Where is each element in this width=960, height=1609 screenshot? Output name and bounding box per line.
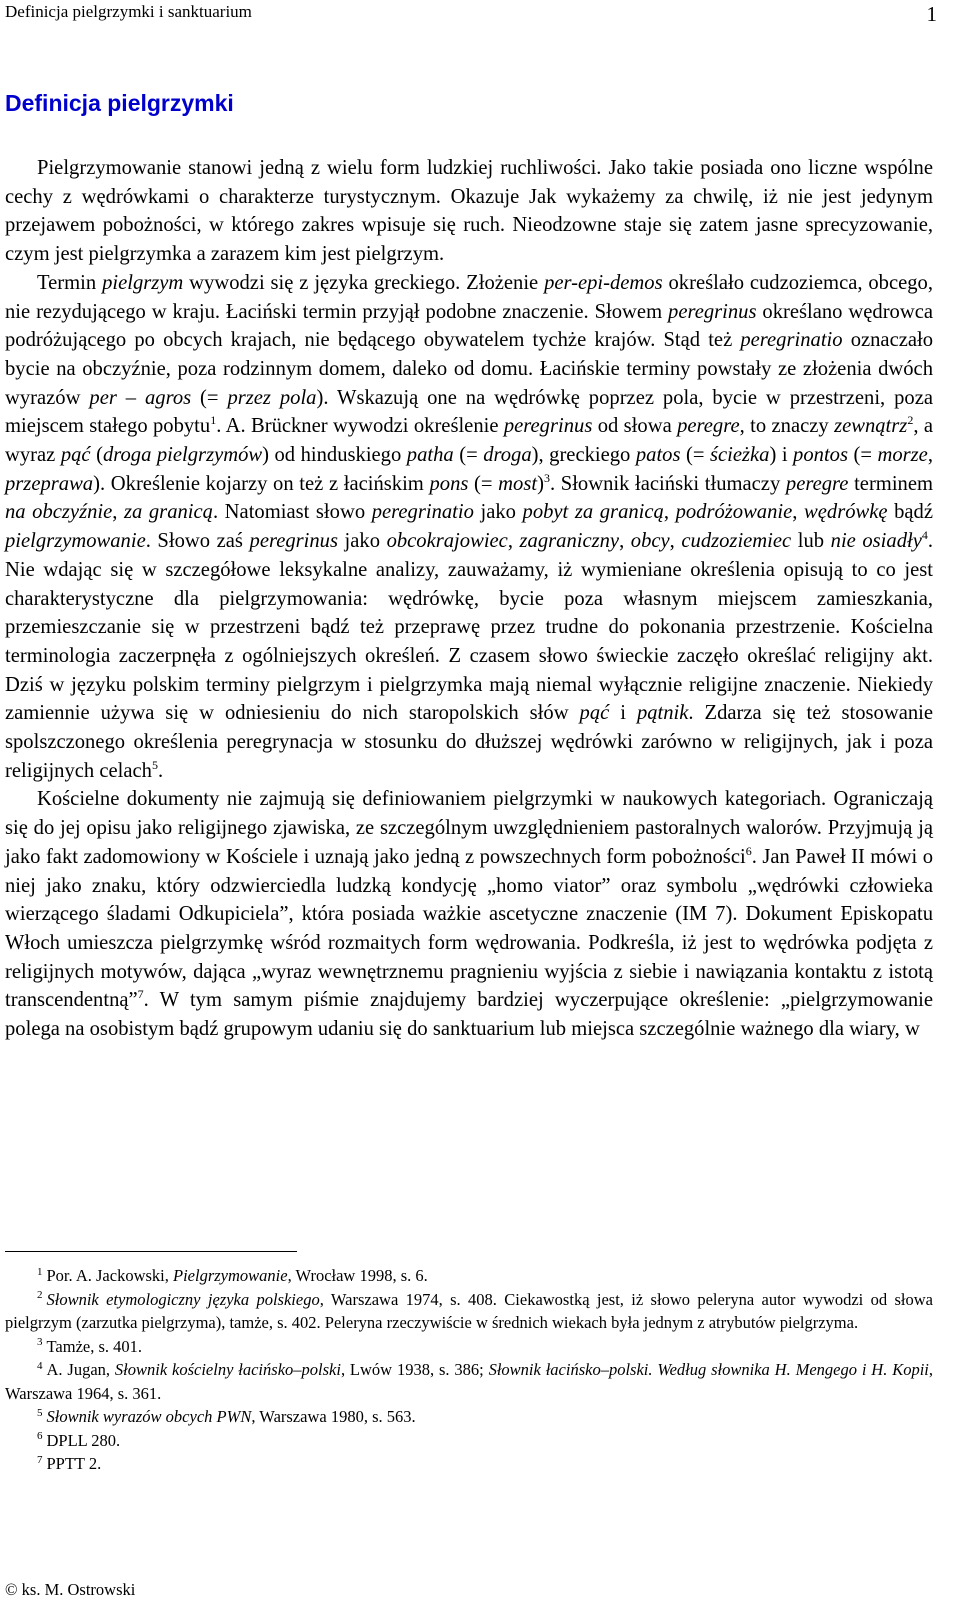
italic-term: pąć [579, 702, 610, 725]
italic-term: na obczyźnie [5, 501, 113, 524]
footnote-ref: 4 [921, 528, 928, 543]
section-heading: Definicja pielgrzymki [5, 90, 234, 116]
footnote-number: 6 [37, 1430, 43, 1442]
text-run: ( [90, 444, 103, 467]
text-run: . Jan Paweł II mówi o niej jako znaku, który odzwierciedla ludzką kondycję „homo viator” oraz symbolu „wędrówki człowieka wierzącego śladami Odkupiciela”, która posiada ważkie ascetyczne znaczenie (IM 7). Dokument Episkopatu Włoch umieszcza pielgrzymkę wśród rozmaitych form wędrowania. Podkreśla, iż jest to wędrówka podjęta z religijnych motywów, dająca „wyraz wewnętrznemu pragnieniu wyjścia z siebie i nawiązania kontaktu z istotą transcendentną” [5, 845, 933, 1012]
paragraph [5, 269, 933, 786]
paragraph [5, 154, 933, 269]
italic-term: peregrinus [668, 300, 757, 323]
footnote [5, 1429, 933, 1453]
italic-term: peregrinatio [371, 501, 474, 524]
footnote [5, 1405, 933, 1429]
text-run: oznaczało bycie na obczyźnie, poza rodzinnym domem, daleko od domu. Łacińskie terminy powstały ze złożenia dwóch wyrazów [5, 329, 934, 409]
italic-term: per-epi-demos [544, 271, 663, 294]
text-run: ) od hinduskiego [262, 444, 407, 467]
italic-term: peregre [677, 415, 740, 438]
text-run: (= [191, 386, 228, 409]
footnote-number: 3 [37, 1336, 43, 1348]
footnote [5, 1452, 933, 1476]
text-run: , [663, 501, 676, 524]
italic-term: Pielgrzymowanie [173, 1266, 288, 1285]
text-run: od słowa [592, 415, 678, 438]
text-run: , [927, 444, 933, 467]
footnote-number: 7 [37, 1453, 43, 1466]
text-run: , a wyraz [5, 415, 933, 467]
text-run: , [669, 530, 682, 553]
footnote-ref: 3 [543, 470, 550, 485]
footnotes [5, 1264, 933, 1476]
text-run: Kościelne dokumenty nie zajmują się definiowaniem pielgrzymki w naukowych kategoriach. Ograniczają się do jej opisu jako religijnego zjawiska, ze szczególnym uwzględnieniem pastoralnych walorów. Przyjmują ją jako fakt zadomowiony w Kościele i uznają jako jedną z powszechnych form pobożności [5, 788, 933, 868]
italic-term: Słownik etymologiczny języka polskiego [46, 1289, 320, 1309]
text-run: DPLL 280. [46, 1430, 121, 1450]
text-run: Tamże, s. 401. [46, 1336, 143, 1356]
text-run: (= [680, 444, 710, 467]
italic-term: pons [429, 472, 469, 495]
footnote [5, 1264, 933, 1288]
text-run: ), greckiego [531, 444, 636, 467]
italic-term: Słownik łacińsko–polski. Według słownika H. Mengego i H. Kopii [488, 1360, 929, 1379]
text-run: Por. A. Jackowski, [46, 1266, 174, 1285]
italic-term: pielgrzymowanie [5, 530, 146, 553]
text-run: . A. Brückner wywodzi określenie [216, 415, 504, 438]
italic-term: peregrinus [503, 415, 593, 438]
text-run: jako [337, 530, 387, 553]
running-header [5, 2, 937, 26]
header-title: Definicja pielgrzymki i sanktuarium [5, 2, 252, 21]
text-run: ). Wskazują one na wędrówkę poprzez pola, bycie w przestrzeni, poza miejscem stałego pobytu [5, 386, 933, 438]
text-run: . Natomiast słowo [212, 501, 372, 524]
italic-term: per – agros [89, 386, 192, 409]
footnote-number: 1 [37, 1265, 43, 1278]
text-run: . W tym samym piśmie znajdujemy bardziej wyczerpujące określenie: „pielgrzymowanie polega na osobistym bądź grupowym udaniu się do sanktuarium lub miejsca szczególnie ważnego dla wiary, w [5, 989, 933, 1041]
text-run: określano wędrowca podróżującego po obcych krajach, nie będącego obywatelem tychże krajów. Stąd też [5, 300, 933, 352]
text-run: wywodzi się z języka greckiego. Złożenie [183, 271, 545, 294]
italic-term: pąć [60, 444, 91, 467]
footnote [5, 1358, 933, 1405]
text-run: (= [847, 444, 878, 467]
footnote-number: 4 [37, 1359, 43, 1372]
paragraph [5, 785, 933, 1043]
text-run: jako [473, 501, 523, 524]
italic-term: pontos [793, 444, 848, 467]
footnote-ref: 5 [151, 757, 158, 772]
text-run: terminem [848, 472, 933, 495]
footnote [5, 1335, 933, 1359]
text-run: , [792, 501, 805, 524]
italic-term: zagraniczny [519, 530, 620, 553]
italic-term: peregrinatio [740, 329, 843, 352]
text-run: . Słowo zaś [145, 530, 250, 553]
text-run: bądź [887, 501, 933, 524]
text-run: , Warszawa 1980, s. 563. [251, 1407, 416, 1426]
text-run: , Wrocław 1998, s. 6. [287, 1266, 428, 1285]
italic-term: przez pola [227, 386, 317, 409]
text-run: , Warszawa 1964, s. 361. [5, 1360, 933, 1403]
footnote-ref: 1 [210, 413, 217, 428]
text-run: ) i [769, 444, 794, 467]
italic-term: cudzoziemiec [681, 530, 792, 553]
italic-term: ścieżka [709, 444, 770, 467]
copyright-footer: © ks. M. Ostrowski [5, 1580, 136, 1599]
italic-term: obcokrajowiec [386, 530, 508, 553]
italic-term: pielgrzym [102, 271, 184, 294]
italic-term: przeprawa [5, 472, 94, 495]
text-run: PPTT 2. [46, 1454, 102, 1473]
text-run: , to znaczy [739, 415, 835, 438]
italic-term: pobyt za granicą [522, 501, 664, 524]
text-run: ). Określenie kojarzy on też z łacińskim [93, 472, 430, 495]
text-run: . Nie wdając się w szczegółowe leksykalne analizy, zauważamy, iż wymieniane określenia opisują to co jest charakterystyczne dla pielgrzymowania: wędrówkę, bycie poza własnym miejscem zamieszkania, przemieszczanie się w przestrzeni bądź też przeprawę przez trudne do pokonania przestrzenie. Kościelna terminologia zaczerpnęła z ogólniejszych określeń. Z czasem słowo świeckie zaczęło określać religijny akt. Dziś w języku polskim terminy pielgrzym i pielgrzymka mają niemal wyłącznie religijne znaczenie. Niekiedy zamiennie używa się w odniesieniu do nich staropolskich słów [5, 530, 934, 725]
italic-term: morze [877, 444, 928, 467]
italic-term: podróżowanie [675, 501, 793, 524]
text-run: określało cudzoziemca, obcego, nie rezydującego w kraju. Łaciński termin przyjął podobne znaczenie. Słowem [5, 271, 933, 323]
body-text [5, 154, 933, 1044]
text-run: ) [537, 472, 544, 495]
text-run: Pielgrzymowanie stanowi jedną z wielu form ludzkiej ruchliwości. Jako takie posiada ono liczne wspólne cechy z wędrówkami o charakterze turystycznym. Okazuje Jak wykażemy za chwilę, iż nie jest jedynym przejawem pobożności, w którego zakres wpisuje się ruch. Nieodzowne staje się zatem jasne sprecyzowanie, czym jest pielgrzymka a zarazem kim jest pielgrzym. [5, 157, 933, 266]
footnote-number: 2 [37, 1289, 43, 1301]
footnote-separator [5, 1251, 297, 1252]
text-run: A. Jugan, [46, 1360, 115, 1379]
text-run: , Warszawa 1974, s. 408. Ciekawostką jest, iż słowo peleryna autor wywodzi od słowa pielgrzym (zarzutka pielgrzyma), tamże, s. 402. Peleryna rzeczywiście w średnich wiekach była jednym z atrybutów pielgrzyma. [5, 1289, 933, 1332]
italic-term: Słownik wyrazów obcych PWN [46, 1407, 252, 1426]
text-run: (= [453, 444, 484, 467]
text-run: , [507, 530, 520, 553]
text-run: , [112, 501, 124, 524]
footnote-ref: 6 [745, 844, 752, 859]
text-run: , Lwów 1938, s. 386; [340, 1360, 489, 1379]
text-run: i [609, 702, 637, 725]
italic-term: patos [635, 444, 681, 467]
italic-term: droga [483, 444, 532, 467]
text-run: . Słownik łaciński tłumaczy [549, 472, 786, 495]
footnote-ref: 7 [137, 987, 144, 1002]
italic-term: wędrówkę [804, 501, 888, 524]
italic-term: patha [406, 444, 454, 467]
text-run: , [619, 530, 631, 553]
italic-term: pątnik [636, 702, 689, 725]
text-run: Termin [37, 271, 103, 294]
text-run: lub [791, 530, 831, 553]
text-run: . [157, 759, 164, 782]
italic-term: droga pielgrzymów [102, 444, 263, 467]
italic-term: peregre [785, 472, 849, 495]
text-run: . Zdarza się też stosowanie spolszczonego określenia peregrynacja w stosunku do dłuższej wędrówki zarówno w religijnych, jak i poza religijnych celach [5, 702, 933, 782]
page-number: 1 [926, 2, 937, 26]
footnote-ref: 2 [907, 413, 914, 428]
footnote-number: 5 [37, 1406, 43, 1419]
text-run: (= [468, 472, 499, 495]
italic-term: nie osiadły [830, 530, 922, 553]
italic-term: peregrinus [249, 530, 338, 553]
italic-term: za granicą [123, 501, 213, 524]
footnote [5, 1288, 933, 1335]
italic-term: most [498, 472, 538, 495]
italic-term: Słownik kościelny łacińsko–polski [114, 1360, 341, 1379]
italic-term: zewnątrz [834, 415, 908, 438]
italic-term: obcy [630, 530, 670, 553]
